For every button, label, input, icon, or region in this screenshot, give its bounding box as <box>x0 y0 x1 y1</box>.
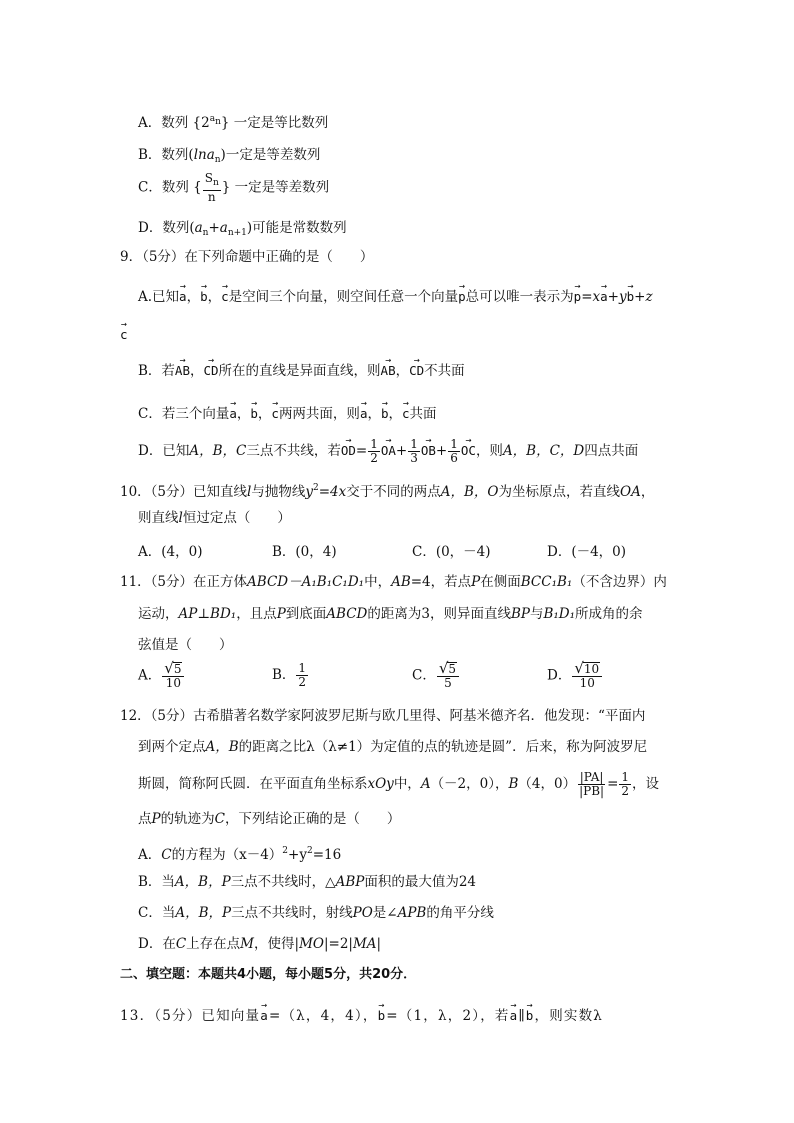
frac-den: 10 <box>165 676 181 690</box>
q12-line4-b: 的轨迹为 <box>160 811 215 827</box>
q11-line2-pre: 运动， <box>138 606 179 622</box>
point-p: P <box>276 606 286 622</box>
vector-c: → c <box>221 284 229 306</box>
equals: = <box>581 289 593 305</box>
q11-pre: 11．（5分）在正方体 <box>120 574 248 590</box>
q11-line2-f: 所成角的余 <box>575 606 643 622</box>
q12-c-b: 三点不共线时，射线 <box>231 905 353 921</box>
opt-label: B．当 <box>138 874 175 890</box>
base-name: ABCD <box>326 606 368 622</box>
q9-c-tail: 共面 <box>409 406 437 422</box>
q9-c-mid: 两两共面，则 <box>278 406 360 422</box>
q9-d-end: 四点共面 <box>584 443 639 459</box>
section-heading: 二、填空题：本题共4小题，每小题5分，共20分． <box>120 967 417 982</box>
q9-d-points2: A，B，C，D <box>502 443 585 459</box>
q11-line3: 弦值是（ ） <box>138 637 233 653</box>
q9-b-tail: 不共面 <box>424 363 465 379</box>
q12-line3-a: 斯圆，简称阿氏圆．在平面直角坐标系 <box>138 776 368 792</box>
q10-line2-tail: 恒过定点（ ） <box>182 510 291 526</box>
vector-c: → c <box>120 322 128 344</box>
q9-b-pre: B．若 <box>138 363 175 379</box>
q8-option-a <box>138 110 328 132</box>
q12-b-b: 三点不共线时，△ <box>230 874 336 890</box>
q10-option-c: C．(0，－4) <box>412 544 491 560</box>
q8-option-d-s2: n+1 <box>227 228 247 238</box>
q10-points: A，B，O <box>440 484 499 500</box>
fraction-third <box>408 438 420 465</box>
vector-a: → a <box>510 1003 519 1025</box>
point-p: P <box>151 811 161 827</box>
q8-option-a-tail: } 一定是等比数列 <box>220 115 329 131</box>
q13-a-val: =（λ，4，4）， <box>268 1008 378 1024</box>
vector-od: → OD <box>341 438 356 460</box>
frac-num: 1 <box>450 437 458 451</box>
q9-d-pre: D．已知 <box>138 443 190 459</box>
comma: ， <box>640 484 655 500</box>
q8-option-b-tail: )一定是等差数列 <box>220 147 321 163</box>
coef-z: z <box>645 289 653 305</box>
q8-option-b-sub: n <box>214 155 221 165</box>
q12-d-c: ，使得| <box>254 936 300 952</box>
q12-d-e: | <box>376 936 382 952</box>
q13-tail: ，则实数λ <box>534 1008 604 1024</box>
vector-p: → p <box>458 284 466 306</box>
q8-option-b-ln: lna <box>193 147 215 163</box>
q11-line2-d: 的距离为3，则异面直线 <box>367 606 511 622</box>
plus: + <box>435 443 448 459</box>
q8-option-c <box>138 172 329 204</box>
q8-option-a-label: A．数列 {2 <box>138 115 210 131</box>
vector-c: → c <box>271 401 279 423</box>
q12-points: A，B <box>205 739 239 755</box>
q8-option-d-s1: n <box>202 228 209 238</box>
comma: ， <box>367 406 381 422</box>
triangle-abp: ABP <box>335 874 365 890</box>
coef-x: x <box>592 289 601 305</box>
opt-label: B． <box>272 667 296 683</box>
q10-option-a: A．(4，0) <box>138 544 203 560</box>
q12-line3-d: （4，0） <box>518 776 577 792</box>
cube-name: ABCD－A₁B₁C₁D₁ <box>247 574 365 590</box>
q10-tail: 交于不同的两点 <box>346 484 441 500</box>
comma: ， <box>186 289 201 305</box>
sqrt-icon: √ <box>574 659 584 677</box>
point-p: P <box>471 574 481 590</box>
opt-label: C．当 <box>138 905 176 921</box>
q12-c-c: 是∠ <box>372 905 398 921</box>
q12-b-c: 面积的最大值为24 <box>364 874 477 890</box>
q9-a-mid2: 总可以唯一表示为 <box>465 289 574 305</box>
q8-option-d-a1: a <box>194 220 203 236</box>
ray-po: PO <box>352 905 373 921</box>
comma: ， <box>236 406 251 422</box>
seg-b1d1: B₁D₁ <box>543 606 576 622</box>
q9-d-mid: 三点不共线，若 <box>246 443 341 459</box>
q12-b-points: A，B，P <box>174 874 231 890</box>
radicand: 5 <box>173 662 182 676</box>
frac-den: 6 <box>450 451 458 465</box>
q9-a-pre: A.已知 <box>138 289 180 305</box>
q12-line2-a: 到两个定点 <box>138 739 206 755</box>
q10-line1 <box>120 479 654 501</box>
sqrt-icon: √ <box>438 659 449 677</box>
vector-oa: → OA <box>381 438 396 460</box>
opt-label: A． <box>138 847 162 863</box>
vector-cd: → CD <box>409 358 424 380</box>
curve-c: C <box>214 811 225 827</box>
q8-option-c-numsub: n <box>212 178 219 188</box>
frac-num: 1 <box>410 437 418 451</box>
q10-pre: 10．（5分）已知直线 <box>120 484 248 500</box>
q9-a-mid: 是空间三个向量，则空间任意一个向量 <box>228 289 459 305</box>
q11-option-c <box>412 659 460 690</box>
q8-option-d-a2: a <box>219 220 228 236</box>
vector-b: → b <box>381 401 389 423</box>
q11-option-a <box>138 659 185 690</box>
vector-cd: → CD <box>203 358 218 380</box>
vector-b: → b <box>627 284 635 306</box>
seg-mo: MO <box>299 936 324 952</box>
frac-num: 1 <box>370 437 378 451</box>
vector-ob: → OB <box>421 438 436 460</box>
q8-option-c-label: C．数列 { <box>138 179 202 196</box>
point-b: B <box>508 776 519 792</box>
vector-a: → a <box>179 284 187 306</box>
plus: + <box>634 289 646 305</box>
q12-a-d: =16 <box>312 847 342 863</box>
q11-line1 <box>120 573 667 591</box>
coord-xoy: xOy <box>367 776 394 792</box>
comma: ， <box>189 363 204 379</box>
vector-b: → b <box>378 1003 387 1025</box>
q12-c-d: 的角平分线 <box>426 905 494 921</box>
opt-label: D．在 <box>138 936 176 952</box>
plus: + <box>395 443 408 459</box>
q12-line4-c: ，下列结论正确的是（ ） <box>224 811 401 827</box>
vector-a: → a <box>229 401 237 423</box>
q9-d-points: A，B，C <box>189 443 247 459</box>
vector-oc: → OC <box>461 438 476 460</box>
q10-line2-pre: 则直线 <box>138 510 179 526</box>
sqrt-icon: √ <box>164 659 174 677</box>
frac-num: 1 <box>621 770 630 784</box>
q12-option-b <box>138 873 476 891</box>
q11-d: 在侧面 <box>480 574 521 590</box>
q11-d-fraction <box>572 659 602 690</box>
q12-line4-a: 点 <box>138 811 152 827</box>
q12-line4 <box>138 810 400 828</box>
frac-den: 3 <box>410 451 418 465</box>
fraction-sixth <box>448 438 460 465</box>
vector-b: → b <box>526 1003 535 1025</box>
q8-option-d-tail: )可能是常数数列 <box>246 220 347 236</box>
q12-a-b: 的方程为（x－4） <box>171 847 283 863</box>
var-y: y <box>305 484 313 500</box>
q13-line1 <box>120 1003 603 1025</box>
frac-den: 2 <box>370 451 378 465</box>
eq-4x: =4x <box>318 484 347 500</box>
opt-label: A． <box>138 667 162 684</box>
point-a: A <box>420 776 431 792</box>
parallel-symbol: ∥ <box>518 1008 526 1024</box>
face-name: BCC₁B₁ <box>520 574 573 590</box>
equals: = <box>607 776 619 792</box>
q11-a-fraction <box>162 659 184 690</box>
q12-option-c <box>138 904 494 922</box>
q8-option-b <box>138 146 320 169</box>
vector-ab: → AB <box>175 358 190 380</box>
point-m: M <box>240 936 254 952</box>
q9-option-a <box>138 284 653 306</box>
q11-line2-e: 与 <box>529 606 544 622</box>
exp-2: 2 <box>313 483 319 493</box>
q8-option-c-fraction <box>203 172 221 204</box>
radicand: 5 <box>448 662 457 676</box>
q9-option-d <box>138 438 638 465</box>
coef-y: y <box>618 289 627 305</box>
curve-c: C <box>175 936 187 952</box>
q8-option-d <box>138 219 347 242</box>
ratio-num: |PA| <box>579 770 604 784</box>
exp-2: 2 <box>306 846 313 856</box>
q12-a-c: +y <box>288 847 307 863</box>
q9-d-tail: ，则 <box>475 443 503 459</box>
line-oa: OA <box>620 484 641 500</box>
angle-apb: APB <box>397 905 427 921</box>
radicand: 10 <box>583 662 600 676</box>
q12-line2 <box>138 738 647 756</box>
perp-rel: AP⊥BD₁ <box>178 606 237 622</box>
q10-mid: 与抛物线 <box>251 484 306 500</box>
ratio-value <box>619 771 631 798</box>
exp-2: 2 <box>282 846 289 856</box>
q11-line2 <box>138 605 643 623</box>
q9-c-pre: C．若三个向量 <box>138 406 230 422</box>
q9-b-mid: 所在的直线是异面直线，则 <box>218 363 381 379</box>
q8-option-a-sup: a <box>209 114 216 124</box>
vector-b: → b <box>250 401 258 423</box>
frac-den: 2 <box>621 784 630 798</box>
q12-line2-b: 的距离之比λ（λ≠1）为定值的点的轨迹是圆”．后来，称为阿波罗尼 <box>238 739 648 755</box>
comma: ， <box>207 289 222 305</box>
q11-e: （不含边界）内 <box>572 574 667 590</box>
vector-ab: → AB <box>381 358 396 380</box>
q8-option-d-label: D．数列( <box>138 220 195 236</box>
q8-option-a-supsub: n <box>215 117 221 127</box>
seg-ma: MA <box>352 936 377 952</box>
line-l: l <box>247 484 252 500</box>
q13-b-val: =（1，λ，2），若 <box>386 1008 510 1024</box>
q11-line2-b: ，且点 <box>236 606 277 622</box>
q8-option-c-tail: } 一定是等差数列 <box>221 179 330 196</box>
frac-den: 10 <box>579 676 595 690</box>
q11-c-fraction <box>437 659 459 690</box>
q12-d-d: |=2| <box>323 936 353 952</box>
ratio-den: |PB| <box>579 784 605 798</box>
vector-b: → b <box>200 284 208 306</box>
frac-den: 5 <box>444 676 452 690</box>
q8-option-b-label: B．数列( <box>138 147 194 163</box>
q11-c: =4，若点 <box>410 574 472 590</box>
q8-option-c-den: n <box>207 190 216 204</box>
q9-stem: 9．（5分）在下列命题中正确的是（ ） <box>120 249 374 265</box>
q9-option-c <box>138 401 437 423</box>
fraction-half <box>368 438 380 465</box>
comma: ， <box>388 406 402 422</box>
q12-line3-e: ，设 <box>632 776 660 792</box>
q12-line3-c: （－2，0）， <box>430 776 509 792</box>
q12-d-b: 上存在点 <box>186 936 241 952</box>
q9-option-a-cont <box>120 322 128 344</box>
q8-option-c-num: S <box>204 171 213 185</box>
q12-line1: 12．（5分）古希腊著名数学家阿波罗尼斯与欧几里得、阿基米德齐名．他发现：“平面内 <box>120 708 646 724</box>
vector-c: → c <box>402 401 410 423</box>
q12-c-points: A，B，P <box>175 905 232 921</box>
vector-p: → p <box>574 284 582 306</box>
q8-option-d-plus: + <box>208 220 220 236</box>
q11-option-b <box>272 662 309 689</box>
opt-label: D． <box>547 667 572 684</box>
plus: + <box>607 289 619 305</box>
q11-line2-c: 到底面 <box>285 606 327 622</box>
opt-label: C． <box>412 667 436 684</box>
seg-ab: AB <box>391 574 411 590</box>
seg-bp: BP <box>510 606 530 622</box>
vector-a: → a <box>600 284 608 306</box>
line-l: l <box>178 510 183 526</box>
q10-line2 <box>138 509 291 527</box>
q12-line3 <box>138 771 659 798</box>
frac-num: 1 <box>298 661 307 675</box>
vector-a: → a <box>260 1003 269 1025</box>
comma: ， <box>257 406 272 422</box>
q10-end: 为坐标原点，若直线 <box>498 484 620 500</box>
q12-line3-b: 中， <box>393 776 421 792</box>
q12-option-a <box>138 842 341 864</box>
comma: ， <box>395 363 410 379</box>
q11-b-fraction <box>296 662 308 689</box>
ratio-fraction <box>577 771 606 798</box>
q12-option-d <box>138 935 381 953</box>
vector-a: → a <box>360 401 368 423</box>
q13-pre: 13．（5分）已知向量 <box>120 1008 261 1024</box>
q11-option-d <box>547 659 603 690</box>
q9-option-b <box>138 358 465 380</box>
curve-c: C <box>161 847 172 863</box>
q10-option-d: D．(－4，0) <box>547 544 627 560</box>
frac-den: 2 <box>298 675 307 689</box>
q10-option-b: B．(0，4) <box>272 544 337 560</box>
q11-b: 中， <box>364 574 392 590</box>
equals: = <box>355 443 368 459</box>
